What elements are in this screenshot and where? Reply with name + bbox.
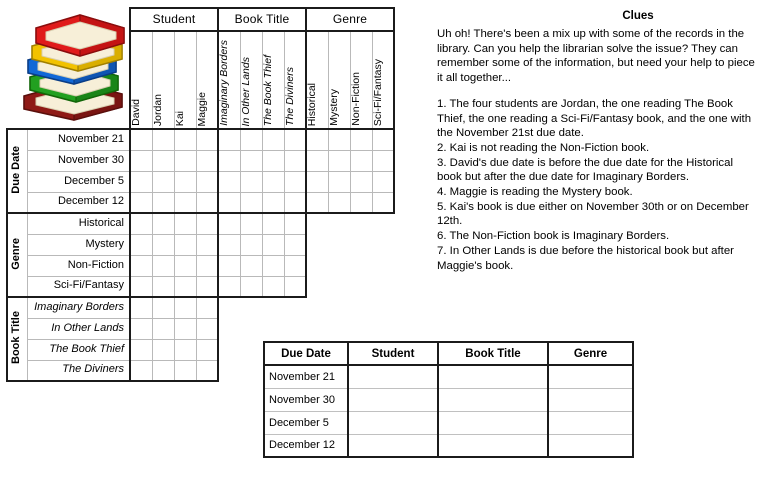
grid-row-label-mystery: Mystery xyxy=(27,234,130,255)
grid-col-header-label: Maggie xyxy=(195,91,208,126)
grid-row-group-label: Due Date xyxy=(10,145,23,194)
grid-cell[interactable] xyxy=(328,192,350,213)
clue-item-7: 7. In Other Lands is due before the historical book but after Maggie's book. xyxy=(437,244,734,272)
grid-cell[interactable] xyxy=(328,171,350,192)
grid-row xyxy=(7,129,394,150)
grid-cell[interactable] xyxy=(262,150,284,171)
grid-cell[interactable] xyxy=(174,171,196,192)
grid-cell[interactable] xyxy=(152,318,174,339)
grid-cell[interactable] xyxy=(218,213,240,234)
grid-cell[interactable] xyxy=(240,150,262,171)
grid-cell[interactable] xyxy=(262,276,284,297)
grid-cell[interactable] xyxy=(306,192,328,213)
grid-row xyxy=(7,255,394,276)
grid-cell[interactable] xyxy=(350,129,372,150)
answer-cell-due-date: December 12 xyxy=(264,434,348,457)
grid-cell[interactable] xyxy=(240,255,262,276)
grid-cell[interactable] xyxy=(130,192,152,213)
grid-cell[interactable] xyxy=(306,129,328,150)
answer-table-row xyxy=(264,388,633,411)
grid-cell[interactable] xyxy=(130,213,152,234)
answer-cell-book-title[interactable] xyxy=(438,388,548,411)
grid-cell[interactable] xyxy=(218,171,240,192)
grid-cell[interactable] xyxy=(218,129,240,150)
grid-cell[interactable] xyxy=(174,129,196,150)
grid-row xyxy=(7,171,394,192)
grid-col-header-non-fiction xyxy=(350,31,372,129)
grid-cell[interactable] xyxy=(284,213,306,234)
grid-row-label-sci-fi-fantasy: Sci-Fi/Fantasy xyxy=(27,276,130,297)
clue-item-3: 3. David's due date is before the due date for the Historical book but after the due date for Imaginary Borders. xyxy=(437,156,733,184)
grid-col-header-label: Jordan xyxy=(151,93,164,126)
grid-cell[interactable] xyxy=(130,360,152,381)
grid-col-header-david xyxy=(130,31,152,129)
answer-header-student: Student xyxy=(348,342,438,365)
grid-cell[interactable] xyxy=(152,150,174,171)
answer-cell-genre[interactable] xyxy=(548,411,633,434)
answer-cell-book-title[interactable] xyxy=(438,411,548,434)
grid-cell[interactable] xyxy=(218,234,240,255)
answer-cell-due-date: November 21 xyxy=(264,365,348,388)
grid-cell[interactable] xyxy=(284,171,306,192)
grid-row-label-historical: Historical xyxy=(27,213,130,234)
grid-col-header-kai xyxy=(174,31,196,129)
grid-column-group-student: Student xyxy=(130,8,218,31)
grid-row xyxy=(7,192,394,213)
grid-row-label-december-5: December 5 xyxy=(27,171,130,192)
grid-empty-region xyxy=(306,276,394,297)
grid-cell[interactable] xyxy=(130,318,152,339)
answer-cell-due-date: December 5 xyxy=(264,411,348,434)
grid-cell[interactable] xyxy=(152,339,174,360)
grid-empty-region xyxy=(306,234,394,255)
grid-col-header-imaginary-borders xyxy=(218,31,240,129)
grid-cell[interactable] xyxy=(152,129,174,150)
grid-cell[interactable] xyxy=(284,192,306,213)
grid-col-header-label: David xyxy=(130,99,142,126)
grid-row-group-label: Book Title xyxy=(10,311,23,364)
grid-col-header-the-diviners xyxy=(284,31,306,129)
grid-cell[interactable] xyxy=(328,129,350,150)
grid-row-label-imaginary-borders: Imaginary Borders xyxy=(27,297,130,318)
clues-intro: Uh oh! There's been a mix up with some of the records in the library. Can you help the librarian solve the issue? They can remember some of the information, but need your help to piece it all together... xyxy=(437,28,755,85)
grid-cell[interactable] xyxy=(174,192,196,213)
answer-cell-book-title[interactable] xyxy=(438,365,548,388)
grid-row xyxy=(7,318,394,339)
grid-col-header-label: The Diviners xyxy=(283,67,296,126)
grid-col-header-label: Mystery xyxy=(327,89,340,126)
grid-row-group-label: Genre xyxy=(10,237,23,270)
grid-row-label-the-diviners: The Diviners xyxy=(27,360,130,381)
answer-cell-due-date: November 30 xyxy=(264,388,348,411)
grid-cell[interactable] xyxy=(174,276,196,297)
grid-cell[interactable] xyxy=(350,192,372,213)
clue-item-5: 5. Kai's book is due either on November 30th or on December 12th. xyxy=(437,200,749,228)
grid-row-label-november-21: November 21 xyxy=(27,129,130,150)
answer-cell-student[interactable] xyxy=(348,365,438,388)
grid-row-group-genre xyxy=(7,213,27,297)
grid-col-header-label: Sci-Fi/Fantasy xyxy=(371,58,384,126)
grid-col-header-label: The Book Thief xyxy=(261,54,274,126)
answer-header-due-date: Due Date xyxy=(264,342,348,365)
grid-cell[interactable] xyxy=(218,150,240,171)
answer-cell-student[interactable] xyxy=(348,411,438,434)
clue-item-1: 1. The four students are Jordan, the one reading The Book Thief, the one reading a Sci-Fi/Fantasy book, and the one with the November 21st due date. xyxy=(437,97,752,140)
grid-cell[interactable] xyxy=(262,171,284,192)
grid-cell[interactable] xyxy=(152,360,174,381)
grid-cell[interactable] xyxy=(174,297,196,318)
answer-cell-book-title[interactable] xyxy=(438,434,548,457)
grid-cell[interactable] xyxy=(372,192,394,213)
grid-cell[interactable] xyxy=(130,297,152,318)
grid-cell[interactable] xyxy=(196,339,218,360)
grid-cell[interactable] xyxy=(284,276,306,297)
grid-empty-region xyxy=(218,318,394,339)
grid-row xyxy=(7,297,394,318)
grid-cell[interactable] xyxy=(130,150,152,171)
grid-row-label-december-12: December 12 xyxy=(27,192,130,213)
answer-table-row xyxy=(264,434,633,457)
grid-cell[interactable] xyxy=(218,276,240,297)
grid-cell[interactable] xyxy=(152,255,174,276)
grid-col-header-label: Historical xyxy=(306,82,318,126)
grid-corner-spacer-2 xyxy=(7,31,130,129)
answer-cell-genre[interactable] xyxy=(548,388,633,411)
grid-cell[interactable] xyxy=(196,318,218,339)
grid-column-group-header-row xyxy=(7,8,394,31)
answer-cell-genre[interactable] xyxy=(548,365,633,388)
grid-cell[interactable] xyxy=(196,360,218,381)
grid-cell[interactable] xyxy=(174,360,196,381)
grid-col-header-in-other-lands xyxy=(240,31,262,129)
grid-cell[interactable] xyxy=(130,171,152,192)
grid-cell[interactable] xyxy=(196,213,218,234)
grid-col-header-label: In Other Lands xyxy=(239,56,252,126)
grid-col-header-label: Imaginary Borders xyxy=(218,40,230,126)
grid-cell[interactable] xyxy=(262,213,284,234)
answer-table-header-row xyxy=(264,342,633,365)
clues-panel xyxy=(437,10,755,273)
grid-cell[interactable] xyxy=(328,150,350,171)
grid-row-group-due-date xyxy=(7,129,27,213)
grid-cell[interactable] xyxy=(240,213,262,234)
grid-cell[interactable] xyxy=(284,255,306,276)
grid-cell[interactable] xyxy=(174,234,196,255)
grid-cell[interactable] xyxy=(372,171,394,192)
grid-cell[interactable] xyxy=(350,171,372,192)
grid-col-header-mystery xyxy=(328,31,350,129)
grid-column-header-row xyxy=(7,31,394,129)
grid-cell[interactable] xyxy=(218,255,240,276)
grid-col-header-label: Kai xyxy=(173,110,186,126)
grid-row-group-book-title xyxy=(7,297,27,381)
logic-grid xyxy=(6,7,395,382)
grid-cell[interactable] xyxy=(262,129,284,150)
grid-cell[interactable] xyxy=(262,192,284,213)
grid-cell[interactable] xyxy=(262,255,284,276)
grid-cell[interactable] xyxy=(174,318,196,339)
grid-empty-region xyxy=(306,255,394,276)
answer-header-genre: Genre xyxy=(548,342,633,365)
grid-cell[interactable] xyxy=(196,276,218,297)
grid-cell[interactable] xyxy=(262,234,284,255)
grid-cell[interactable] xyxy=(240,192,262,213)
grid-cell[interactable] xyxy=(284,129,306,150)
grid-cell[interactable] xyxy=(306,171,328,192)
grid-cell[interactable] xyxy=(240,171,262,192)
grid-cell[interactable] xyxy=(350,150,372,171)
grid-row xyxy=(7,150,394,171)
grid-cell[interactable] xyxy=(130,234,152,255)
grid-cell[interactable] xyxy=(196,234,218,255)
clues-title: Clues xyxy=(622,10,654,22)
grid-empty-region xyxy=(218,297,394,318)
grid-row-label-in-other-lands: In Other Lands xyxy=(27,318,130,339)
grid-cell[interactable] xyxy=(130,255,152,276)
grid-cell[interactable] xyxy=(152,297,174,318)
answer-cell-genre[interactable] xyxy=(548,434,633,457)
grid-col-header-jordan xyxy=(152,31,174,129)
answer-table-row xyxy=(264,411,633,434)
grid-col-header-sci-fi-fantasy xyxy=(372,31,394,129)
grid-column-group-book-title: Book Title xyxy=(218,8,306,31)
grid-cell[interactable] xyxy=(174,339,196,360)
answer-table-row xyxy=(264,365,633,388)
grid-cell[interactable] xyxy=(196,150,218,171)
grid-corner-spacer xyxy=(7,8,130,31)
grid-cell[interactable] xyxy=(240,276,262,297)
answer-table xyxy=(263,341,634,458)
grid-empty-region xyxy=(306,213,394,234)
grid-col-header-historical xyxy=(306,31,328,129)
grid-col-header-label: Non-Fiction xyxy=(349,72,362,126)
grid-row-label-the-book-thief: The Book Thief xyxy=(27,339,130,360)
grid-cell[interactable] xyxy=(152,234,174,255)
answer-cell-student[interactable] xyxy=(348,434,438,457)
grid-cell[interactable] xyxy=(152,171,174,192)
grid-cell[interactable] xyxy=(174,255,196,276)
grid-cell[interactable] xyxy=(152,192,174,213)
grid-cell[interactable] xyxy=(130,129,152,150)
grid-col-header-maggie xyxy=(196,31,218,129)
grid-cell[interactable] xyxy=(196,297,218,318)
grid-cell[interactable] xyxy=(284,234,306,255)
grid-cell[interactable] xyxy=(174,213,196,234)
answer-header-book-title: Book Title xyxy=(438,342,548,365)
grid-row xyxy=(7,213,394,234)
grid-cell[interactable] xyxy=(152,213,174,234)
grid-cell[interactable] xyxy=(174,150,196,171)
grid-row-label-november-30: November 30 xyxy=(27,150,130,171)
grid-cell[interactable] xyxy=(218,192,240,213)
clue-item-4: 4. Maggie is reading the Mystery book. xyxy=(437,186,633,199)
grid-column-group-genre: Genre xyxy=(306,8,394,31)
grid-cell[interactable] xyxy=(372,129,394,150)
grid-cell[interactable] xyxy=(196,255,218,276)
grid-col-header-the-book-thief xyxy=(262,31,284,129)
grid-cell[interactable] xyxy=(240,234,262,255)
grid-cell[interactable] xyxy=(196,171,218,192)
grid-cell[interactable] xyxy=(196,192,218,213)
grid-cell[interactable] xyxy=(372,150,394,171)
grid-cell[interactable] xyxy=(152,276,174,297)
grid-cell[interactable] xyxy=(240,129,262,150)
grid-cell[interactable] xyxy=(284,150,306,171)
grid-cell[interactable] xyxy=(130,276,152,297)
grid-cell[interactable] xyxy=(306,150,328,171)
clue-item-6: 6. The Non-Fiction book is Imaginary Borders. xyxy=(437,230,670,243)
clues-list xyxy=(437,97,755,273)
answer-cell-student[interactable] xyxy=(348,388,438,411)
grid-row xyxy=(7,234,394,255)
clue-item-2: 2. Kai is not reading the Non-Fiction book. xyxy=(437,141,650,154)
grid-cell[interactable] xyxy=(196,129,218,150)
grid-cell[interactable] xyxy=(130,339,152,360)
grid-row xyxy=(7,276,394,297)
grid-row-label-non-fiction: Non-Fiction xyxy=(27,255,130,276)
